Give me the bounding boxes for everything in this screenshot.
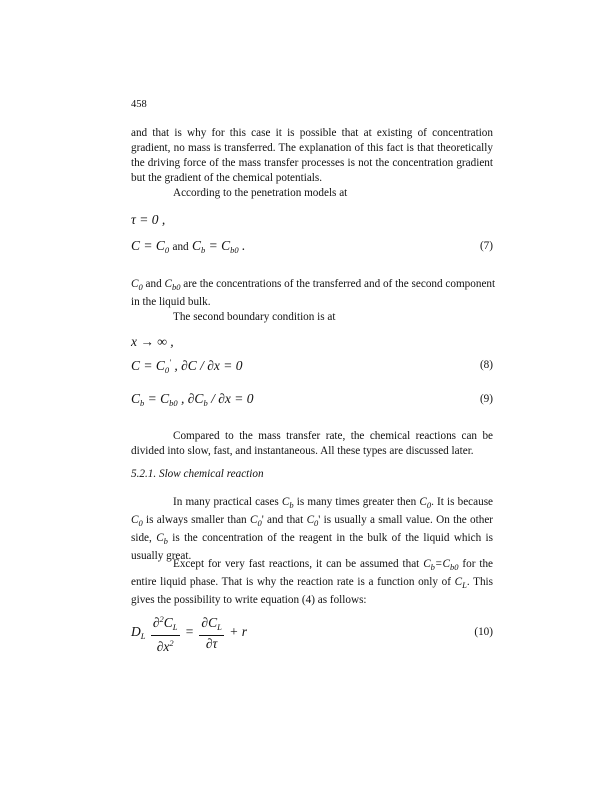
text-line: In many practical cases $C_b$ is many times greater then $C_0$. It is because: [173, 496, 494, 510]
text-line: in the liquid bulk.: [131, 296, 211, 308]
equation-8: $C = C_0'$ , ∂C / ∂x = 0 (8): [131, 357, 493, 375]
section-heading: 5.2.1. Slow chemical reaction: [131, 468, 264, 480]
text-line: Except for very fast reactions, it can be assumed that $C_b=C_{b0}$ for the: [173, 558, 494, 572]
equation-7: $C = C_0$ and $C_b = C_{b0}$ . (7): [131, 238, 493, 255]
equation-10: $D_L$ $\frac{\partial^2C_L}{\partial x^2}$ = $\frac{\partial C_L}{\partial\tau}$ + r (10): [131, 614, 493, 654]
equation-number: (9): [479, 393, 493, 405]
page-number: 458: [131, 99, 147, 110]
paragraph-1: [131, 126, 493, 201]
equation-number: (10): [474, 626, 493, 638]
text-line: gradient, no mass is transferred. The explanation of this fact is that theoretically: [131, 142, 493, 154]
text-line: The second boundary condition is at: [173, 311, 336, 323]
equation-tau-zero: τ = 0 ,: [131, 212, 166, 227]
equation-number: (8): [479, 359, 493, 371]
paragraph-5: [131, 429, 493, 459]
text-line: gives the possibility to write equation (4) as follows:: [131, 594, 367, 606]
paragraph-6: [131, 495, 493, 564]
text-line: usually great.: [131, 550, 192, 562]
text-line: Compared to the mass transfer rate, the chemical reactions can be: [173, 430, 493, 442]
paragraph-3: [131, 277, 496, 325]
text-line: the driving force of the mass transfer processes is not the concentration gradient: [131, 157, 493, 169]
text-line: divided into slow, fast, and instantaneous. All these types are discussed later.: [131, 445, 474, 457]
equation-x-infinity: x → ∞ ,: [131, 334, 174, 349]
text-line: but the gradient of the chemical potentials.: [131, 172, 323, 184]
paragraph-7: [131, 557, 493, 608]
text-line: and that is why for this case it is possible that at existing of concentration: [131, 127, 493, 139]
text-line: $C_0$ and $C_{b0}$ are the concentrations of the transferred and of the second component: [131, 278, 496, 292]
text-line: According to the penetration models at: [173, 187, 348, 199]
eq-text: and: [172, 241, 189, 253]
text-line: $C_0$ is always smaller than $C_0'$ and that $C_0'$ is usually a small value. On the other: [131, 514, 494, 528]
text-line: entire liquid phase. That is why the reaction rate is a function only of $C_L$. This: [131, 576, 493, 590]
equation-9: $C_b = C_{b0}$ , $\partial C_b / \partial x = 0$ (9): [131, 391, 493, 408]
equation-number: (7): [479, 240, 493, 252]
text-line: side, $C_b$ is the concentration of the reagent in the bulk of the liquid which is: [131, 532, 493, 546]
